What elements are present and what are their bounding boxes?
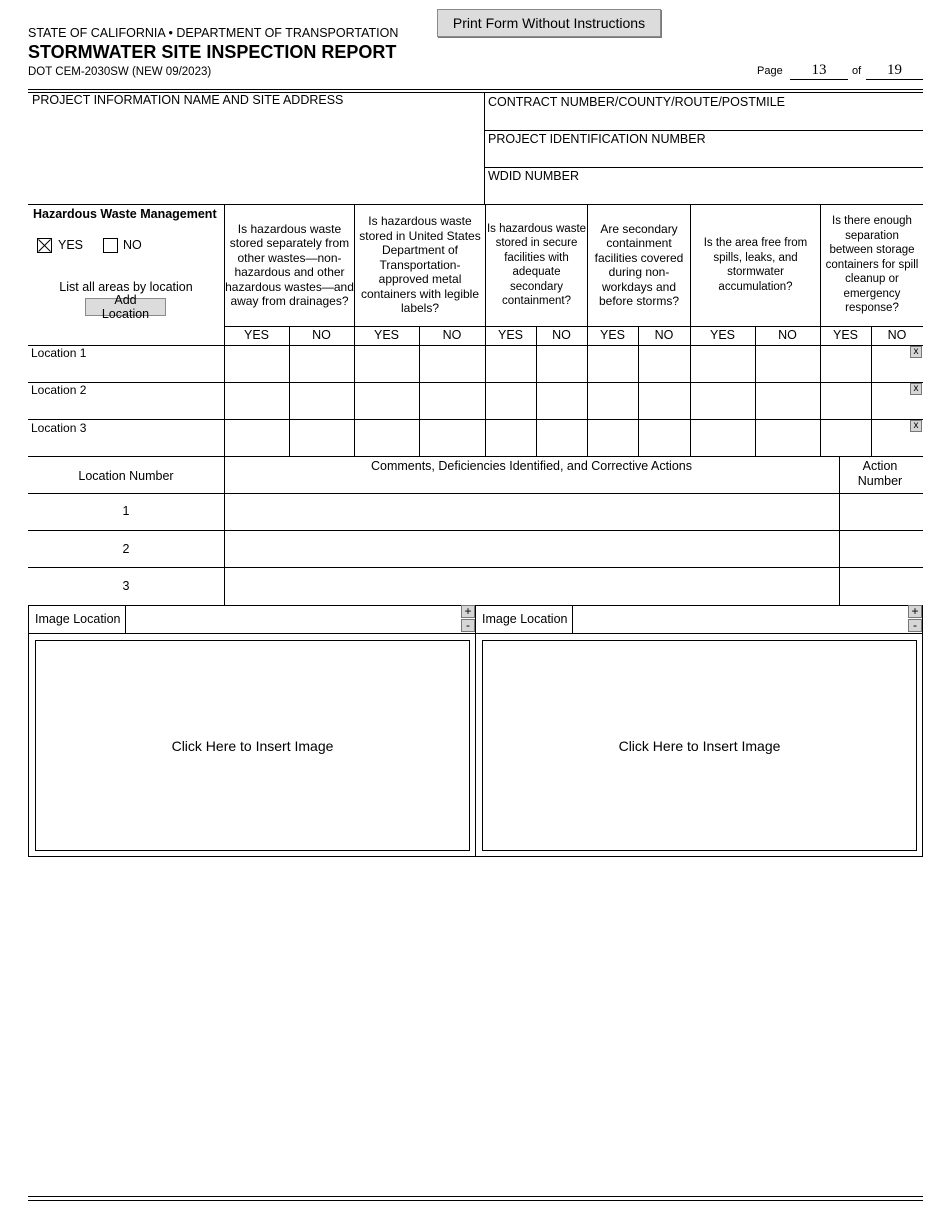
right-zoom-out-button[interactable]: - [908,619,922,632]
rule [28,204,923,205]
col-yes-2: YES [373,328,399,342]
hazwaste-yes-checkbox[interactable] [37,238,52,253]
form-number: DOT CEM-2030SW (NEW 09/2023) [28,66,212,78]
yn-divider [419,326,420,457]
col-yes-3: YES [497,328,523,342]
insert-image-right-button[interactable] [482,640,917,851]
rule [28,419,923,420]
yn-divider [755,326,756,457]
left-zoom-in-button[interactable]: + [461,605,475,618]
location-2-label: Location 2 [31,383,87,397]
comment-row-3-number: 3 [122,579,130,593]
col-no-5: NO [778,328,797,342]
delete-location-3-button[interactable]: x [910,420,922,432]
question-3: Is hazardous waste stored in secure facilities with adequate secondary containment? [486,222,587,307]
action-number-header: Action Number [857,459,903,488]
col-no-6: NO [887,328,907,342]
col-no-4: NO [654,328,674,342]
question-1: Is hazardous waste stored separately from other wastes—non-hazardous and other hazardous wastes—and away from drainages? [225,221,354,308]
hazwaste-no-label: NO [123,238,142,252]
comment-field-1[interactable] [225,494,838,530]
hazardous-waste-title: Hazardous Waste Management [33,207,217,221]
action-number-field-3[interactable] [840,568,922,605]
agency-name: STATE OF CALIFORNIA • DEPARTMENT OF TRANSPORTATION [28,26,399,40]
col-no-1: NO [312,328,331,342]
rule [485,130,923,131]
form-title: STORMWATER SITE INSPECTION REPORT [28,42,397,62]
question-6: Is there enough separation between storage containers for spill cleanup or emergency response? [825,215,919,315]
list-areas-label: List all areas by location [59,280,193,294]
rule [485,167,923,168]
rule [28,456,923,457]
rule [125,606,126,633]
project-id-field[interactable] [486,147,922,167]
page-label: Page [757,65,783,77]
add-location-button[interactable]: Add Location [85,298,166,316]
col-yes-4: YES [599,328,625,342]
location-3-label: Location 3 [31,421,87,435]
yn-divider [638,326,639,457]
action-number-field-2[interactable] [840,531,922,567]
yn-divider [289,326,290,457]
image-divider [475,606,476,857]
col-yes-6: YES [832,328,858,342]
delete-location-1-button[interactable]: x [910,346,922,358]
project-info-label: PROJECT INFORMATION NAME AND SITE ADDRESS [32,93,344,107]
contract-number-field[interactable] [486,110,922,130]
comment-field-3[interactable] [225,568,838,605]
left-zoom-out-button[interactable]: - [461,619,475,632]
question-4: Are secondary containment facilities covered during non-workdays and before storms? [594,221,684,308]
yn-divider [871,326,872,457]
bottom-rule-2 [28,1200,923,1201]
hazwaste-yes-label: YES [58,238,84,252]
image-location-left-label: Image Location [35,612,121,626]
col-no-2: NO [442,328,462,342]
page-number-field[interactable]: 13 [790,61,848,80]
question-2: Is hazardous waste stored in United States Department of Transportation-approved metal containers with legible labels? [359,214,481,316]
top-rule [28,89,923,90]
bottom-rule [28,1196,923,1197]
comment-field-2[interactable] [225,531,838,567]
rule [28,382,923,383]
insert-image-left-button[interactable] [35,640,470,851]
rule [28,345,923,346]
wdid-field[interactable] [486,184,922,204]
project-id-label: PROJECT IDENTIFICATION NUMBER [488,132,706,146]
project-divider [484,92,485,205]
project-info-field[interactable] [28,108,484,204]
delete-location-2-button[interactable]: x [910,383,922,395]
page-total-field[interactable]: 19 [866,61,923,80]
right-zoom-in-button[interactable]: + [908,605,922,618]
rule [572,606,573,633]
location-1-label: Location 1 [31,346,87,360]
comment-row-1-number: 1 [122,504,130,518]
contract-number-label: CONTRACT NUMBER/COUNTY/ROUTE/POSTMILE [488,95,786,109]
image-location-right-label: Image Location [482,612,568,626]
hazwaste-no-checkbox[interactable] [103,238,118,253]
rule [28,633,923,634]
yn-divider [536,326,537,457]
insert-image-right-label: Click Here to Insert Image [618,737,781,754]
insert-image-left-label: Click Here to Insert Image [171,737,334,754]
col-no-3: NO [552,328,571,342]
col-yes-1: YES [243,328,269,342]
action-number-field-1[interactable] [840,494,922,530]
image-location-left-field[interactable] [127,607,459,632]
wdid-label: WDID NUMBER [488,169,579,183]
image-location-right-field[interactable] [574,607,906,632]
location-number-header: Location Number [78,469,174,483]
col-yes-5: YES [709,328,735,342]
question-5: Is the area free from spills, leaks, and stormwater accumulation? [703,237,808,293]
comments-header: Comments, Deficiencies Identified, and Corrective Actions [371,459,692,473]
comment-row-2-number: 2 [122,542,130,556]
of-label: of [852,65,862,77]
print-form-button[interactable]: Print Form Without Instructions [437,9,661,37]
